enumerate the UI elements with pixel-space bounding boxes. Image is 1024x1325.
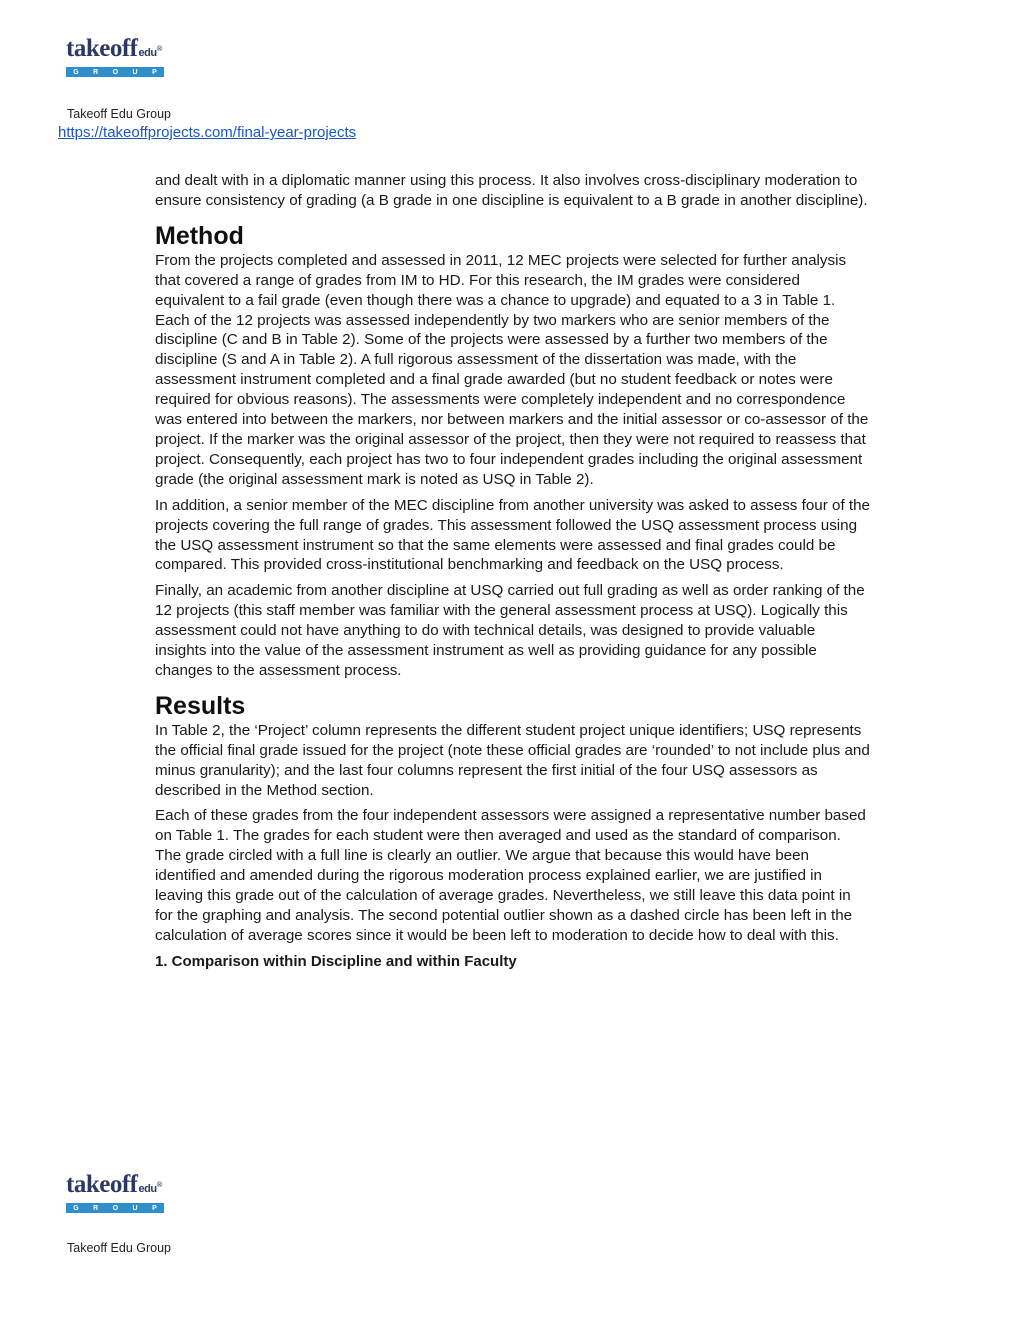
logo-wordmark: takeoffedu® [66,35,163,62]
logo-group-bar: G R O U P [66,67,164,77]
header-org-name: Takeoff Edu Group [67,107,172,121]
intro-paragraph: and dealt with in a diplomatic manner using this process. It also involves cross-disciplinary moderation to ensure consistency of grading (a B grade in one discipline is equivalent to a B grade in another discipline). [155,172,868,209]
logo-wordmark: takeoffedu® [66,1171,163,1198]
header-link[interactable]: https://takeoffprojects.com/final-year-projects [58,124,357,141]
method-paragraph-3: Finally, an academic from another discipline at USQ carried out full grading as well as order ranking of the 12 projects (this staff member was familiar with the general assessment process at USQ). Logically this assessment could not have anything to do with technical details, was designed to provide valuable insights into the value of the assessment instrument as well as providing guidance for any possible changes to the assessment process. [155,582,865,679]
results-paragraph-1: In Table 2, the ‘Project’ column represents the different student project unique identifiers; USQ represents the official final grade issued for the project (note these official grades are ‘rounded’ to not include plus and minus granularity); and the last four columns represent the first initial of the four USQ assessors as described in the Method section. [155,721,870,799]
method-paragraph-1: From the projects completed and assessed in 2011, 12 MEC projects were selected for further analysis that covered a range of grades from IM to HD. For this research, the IM grades were considered equivalent to a fail grade (even though there was a chance to upgrade) and equated to a 3 in Table 1. Each of the 12 projects was assessed independently by two markers who are senior members of the discipline (C and B in Table 2). Some of the projects were assessed by a further two members of the discipline (S and A in Table 2). A full rigorous assessment of the dissertation was made, with the assessment instrument completed and a final grade awarded (but no student feedback or notes were required for obvious reasons). The assessments were completely independent and no correspondence was entered into between the markers, nor between markers and the initial assessor or co-assessor of the project. If the marker was the original assessor of the project, then they were not required to reassess that project. Consequently, each project has two to four independent grades including the original assessment grade (the original assessment mark is noted as USQ in Table 2). [155,251,869,488]
footer-logo [66,1172,166,1213]
header-logo [66,36,166,77]
method-paragraph-2: In addition, a senior member of the MEC discipline from another university was asked to assess four of the projects covering the full range of grades. This assessment followed the USQ assessment process using the USQ assessment instrument so that the same elements were assessed and final grades could be compared. This provided cross-institutional benchmarking and feedback on the USQ process. [155,496,870,574]
section-subheading: 1. Comparison within Discipline and within Faculty [155,952,517,970]
footer-org-name: Takeoff Edu Group [67,1241,172,1255]
logo-group-bar: G R O U P [66,1203,164,1213]
results-heading: Results [155,691,246,720]
method-heading: Method [155,221,244,250]
document-body [155,171,870,972]
results-paragraph-2: Each of these grades from the four independent assessors were assigned a representative number based on Table 1. The grades for each student were then averaged and used as the standard of comparison. The grade circled with a full line is clearly an outlier. We argue that because this would have been identified and amended during the rigorous moderation process explained earlier, we are justified in leaving this grade out of the calculation of average grades. Nevertheless, we still leave this data point in for the graphing and analysis. The second potential outlier shown as a dashed circle has been left in the calculation of average scores since it would be been left to moderation to decide how to deal with this. [155,807,866,944]
